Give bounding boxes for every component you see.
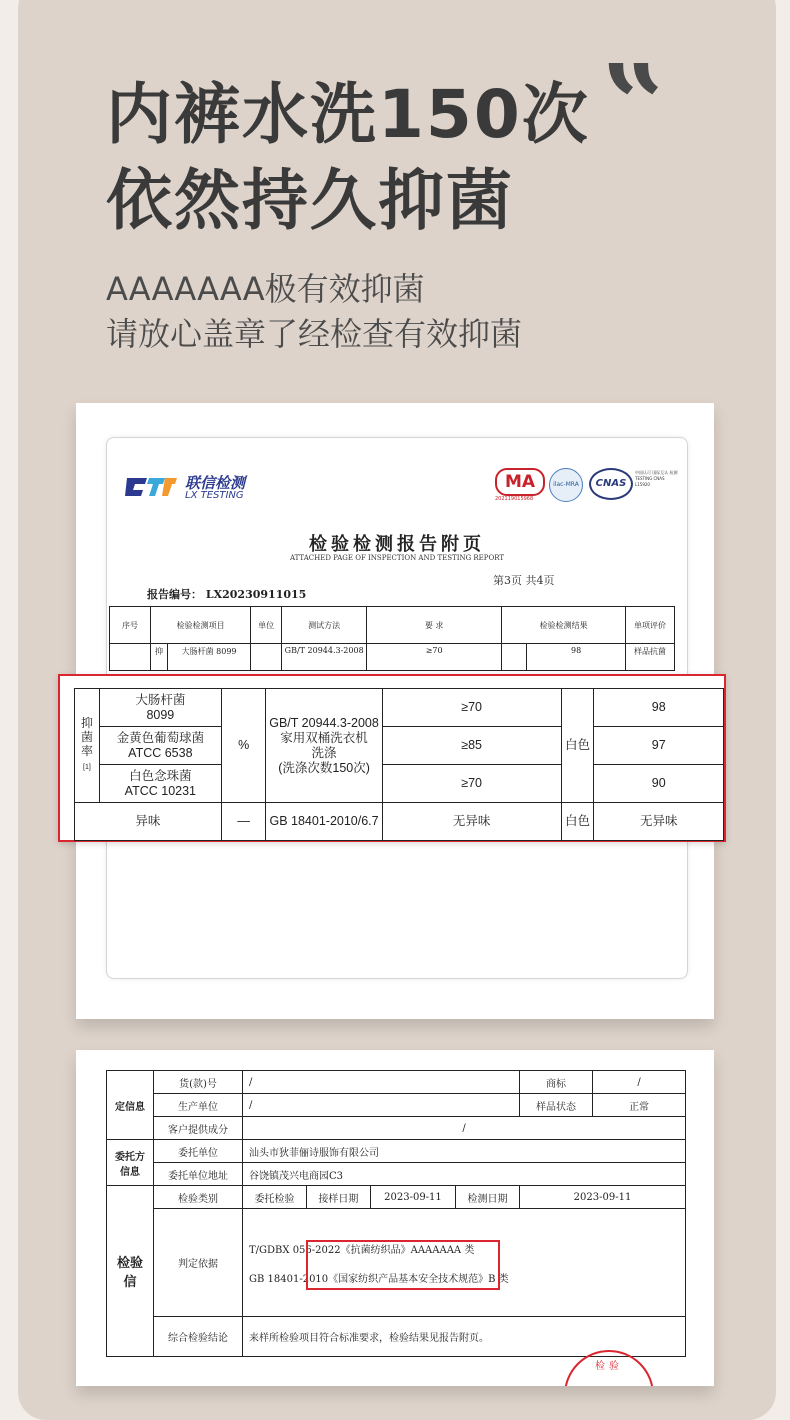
field-value: 汕头市狄菲俪诗服饰有限公司 bbox=[243, 1140, 686, 1163]
rate-superscript: [1] bbox=[83, 764, 91, 771]
header-cell: 测试方法 bbox=[282, 607, 367, 644]
lx-testing-logo-icon bbox=[125, 474, 177, 500]
requirement-cell: ≥70 bbox=[382, 689, 561, 727]
field-value: / bbox=[243, 1094, 520, 1117]
header-cell: 序号 bbox=[110, 607, 151, 644]
report-info-table bbox=[106, 1070, 686, 1357]
subtitle-line-2: 请放心盖章了经检查有效抑菌 bbox=[106, 315, 523, 353]
field-label: 委托单位 bbox=[154, 1140, 243, 1163]
field-value: 来样所检验项目符合标准要求，检验结果见报告附页。 bbox=[243, 1317, 686, 1357]
rate-label-cell bbox=[75, 689, 100, 803]
field-value: 正常 bbox=[593, 1094, 686, 1117]
table-cell: 大肠杆菌 8099 bbox=[168, 644, 251, 671]
field-value: / bbox=[243, 1117, 686, 1140]
brand-name-en: LX TESTING bbox=[185, 490, 244, 501]
header-cell: 单位 bbox=[251, 607, 282, 644]
field-label: 样品状态 bbox=[520, 1094, 593, 1117]
antibacterial-results-highlight bbox=[58, 674, 726, 842]
table-cell bbox=[251, 644, 282, 671]
requirement-cell: ≥70 bbox=[382, 765, 561, 803]
odor-result-cell: 无异味 bbox=[594, 803, 724, 841]
headline-line-1: 内裤水洗150次 bbox=[106, 76, 590, 153]
cma-number: 202119015968 bbox=[495, 496, 534, 502]
field-label: 生产单位 bbox=[154, 1094, 243, 1117]
report-table-header bbox=[109, 606, 675, 671]
report-number-value: LX20230911015 bbox=[205, 588, 307, 601]
cma-badge: MA bbox=[495, 468, 545, 496]
cnas-badge: CNAS bbox=[589, 468, 633, 500]
table-cell: 抑 bbox=[151, 644, 168, 671]
table-cell: 98 bbox=[527, 644, 626, 671]
report-card-main-page bbox=[76, 1050, 714, 1386]
method-cell: GB/T 20944.3-2008 家用双桶洗衣机 洗涤 (洗涤次数150次) bbox=[266, 689, 382, 803]
field-value: / bbox=[243, 1071, 520, 1094]
bacteria-cell: 白色念珠菌 ATCC 10231 bbox=[99, 765, 221, 803]
field-value: / bbox=[593, 1071, 686, 1094]
field-label: 判定依据 bbox=[154, 1209, 243, 1317]
basis-line-1: T/GDBX 056-2022《抗菌纺织品》AAAAAAA 类 bbox=[249, 1244, 475, 1256]
unit-cell: % bbox=[221, 689, 266, 803]
field-value: 委托检验 bbox=[243, 1186, 307, 1209]
table-cell: ≥70 bbox=[367, 644, 502, 671]
report-number bbox=[147, 586, 306, 602]
report-number-label: 报告编号： bbox=[147, 588, 202, 601]
header-cell: 要 求 bbox=[367, 607, 502, 644]
field-label: 接样日期 bbox=[306, 1186, 370, 1209]
report-page-number: 第3页 共4页 bbox=[493, 574, 555, 587]
cnas-note: 中国认可 国际互认 检测 TESTING CNAS L15920 bbox=[635, 470, 678, 487]
table-cell bbox=[110, 644, 151, 671]
rate-label: 抑菌率 bbox=[80, 716, 93, 758]
field-label: 综合检验结论 bbox=[154, 1317, 243, 1357]
section-label: 定信息 bbox=[107, 1071, 154, 1140]
field-label: 商标 bbox=[520, 1071, 593, 1094]
table-cell bbox=[502, 644, 527, 671]
odor-item-cell: 异味 bbox=[75, 803, 222, 841]
table-cell: GB/T 20944.3-2008 bbox=[282, 644, 367, 671]
odor-requirement-cell: 无异味 bbox=[382, 803, 561, 841]
field-label: 检测日期 bbox=[456, 1186, 520, 1209]
result-cell: 90 bbox=[594, 765, 724, 803]
basis-line-2: GB 18401-2010《国家纺织产品基本安全技术规范》B 类 bbox=[249, 1273, 509, 1285]
result-cell: 98 bbox=[594, 689, 724, 727]
report-subtitle-en: ATTACHED PAGE OF INSPECTION AND TESTING REPORT bbox=[289, 554, 505, 562]
brand-name-cn: 联信检测 bbox=[185, 474, 246, 492]
table-cell: 样品抗菌 bbox=[626, 644, 675, 671]
inspection-stamp: 检验 bbox=[564, 1350, 654, 1386]
odor-color-cell: 白色 bbox=[561, 803, 594, 841]
field-value: 2023-09-11 bbox=[370, 1186, 455, 1209]
bacteria-cell: 大肠杆菌 8099 bbox=[99, 689, 221, 727]
odor-method-cell: GB 18401-2010/6.7 bbox=[266, 803, 382, 841]
headline-line-2: 依然持久抑菌 bbox=[106, 162, 514, 239]
section-label: 检验信 bbox=[107, 1186, 154, 1357]
basis-highlight-box bbox=[306, 1240, 500, 1290]
field-label: 货(款)号 bbox=[154, 1071, 243, 1094]
field-value: 2023-09-11 bbox=[520, 1186, 686, 1209]
header-cell: 检验检测结果 bbox=[502, 607, 626, 644]
quote-mark-icon: ” bbox=[600, 40, 664, 169]
subtitle-line-1: AAAAAAA极有效抑菌 bbox=[106, 270, 425, 308]
antibacterial-results-table bbox=[74, 688, 724, 841]
field-value: 谷饶镇茂兴电商园C3 bbox=[243, 1163, 686, 1186]
odor-unit-cell: — bbox=[221, 803, 266, 841]
ilac-badge: ilac-MRA bbox=[549, 468, 583, 502]
field-label: 检验类别 bbox=[154, 1186, 243, 1209]
field-label: 客户提供成分 bbox=[154, 1117, 243, 1140]
color-cell: 白色 bbox=[561, 689, 594, 803]
field-label: 委托单位地址 bbox=[154, 1163, 243, 1186]
result-cell: 97 bbox=[594, 727, 724, 765]
header-cell: 单项评价 bbox=[626, 607, 675, 644]
header-cell: 检验检测项目 bbox=[151, 607, 251, 644]
bacteria-cell: 金黄色葡萄球菌 ATCC 6538 bbox=[99, 727, 221, 765]
section-label: 委托方信息 bbox=[107, 1140, 154, 1186]
requirement-cell: ≥85 bbox=[382, 727, 561, 765]
report-title: 检验检测报告附页 bbox=[309, 534, 485, 555]
